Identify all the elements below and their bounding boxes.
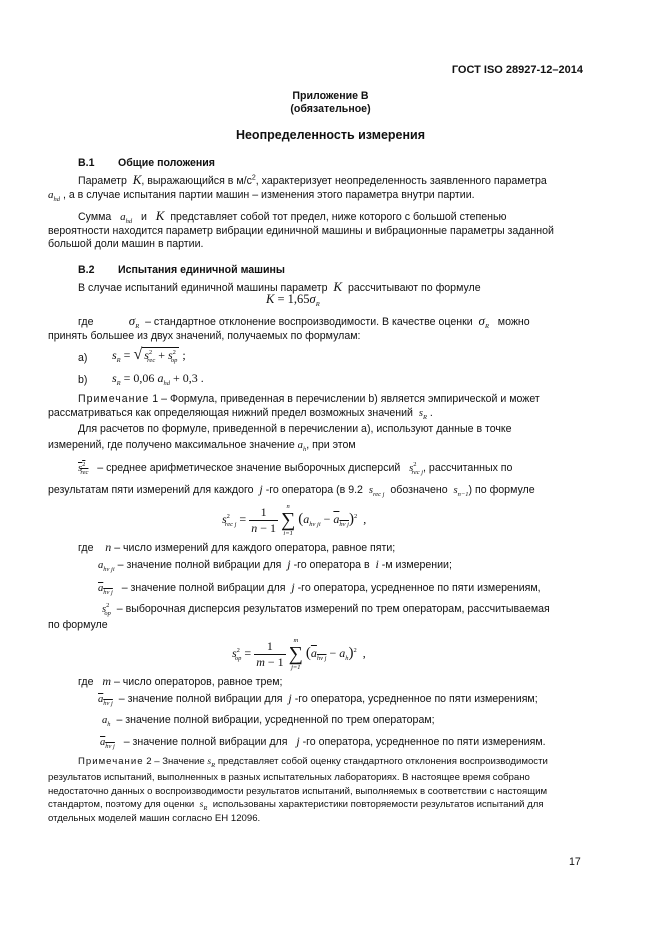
ahvj3-definition: $a_{hv j}$ – значение полной вибрации для j -го оператора, усредненное по пяти измерениям.: [100, 734, 546, 750]
note-2-line-2: результатов испытаний, выполненных в разных испытательных лабораториях. В настоящее время собрано: [48, 772, 530, 783]
sigma-definition-line-1: где $\sigma_R$ – стандартное отклонение воспроизводимости. В качестве оценки $\sigma_R$ можно: [78, 313, 530, 330]
sop-definition-line-1: $s^2_{op}$ – выборочная дисперсия результатов измерений по трем операторам, рассчитываемая: [102, 602, 550, 617]
formula-a: $s_R$ = √ $s^2_{rec} + s^2_{op}$ ;: [112, 346, 186, 364]
formula-sop: $s^2_{op}$ = $\frac{1}{m - 1}$ m ∑ j=1 $(a_{hv j} - a_h)^2$ ,: [232, 637, 366, 671]
b1-paragraph-2-line-2: вероятности находится параметр вибрации единичной машины и вибрационные параметры заданной: [48, 225, 554, 237]
standard-header: ГОСТ ISO 28927-12–2014: [451, 64, 583, 76]
note-2-line-1: Примечание 2 – Значение $s_R$ представляет собой оценку стандартного отклонения воспроизводимости: [78, 756, 548, 769]
sigma-definition-line-2: принять большее из двух значений, получаемых по формулам:: [48, 330, 361, 342]
item-b-label: b): [78, 374, 88, 386]
n-definition: где n – число измерений для каждого оператора, равное пяти;: [78, 540, 396, 554]
m-definition: где m – число операторов, равное трем;: [78, 674, 283, 688]
b1-paragraph-1-line-2: $a_{hd}$ , а в случае испытания партии машин – изменения этого параметра внутри партии.: [48, 189, 475, 203]
main-title: Неопределенность измерения: [235, 128, 426, 142]
formula-b: $s_R = 0,06$ $a_{hd} + 0,3$ .: [112, 371, 204, 387]
note-2-line-3: недостаточно данных о воспроизводимости результатов испытаний, выполняемых в соответствии с настоящим: [48, 786, 548, 797]
ahvj-definition: $a_{hv j}$ – значение полной вибрации для j -го оператора, усредненное по пяти измерениям,: [98, 580, 541, 596]
appendix-title: Приложение В: [292, 90, 369, 102]
b1-paragraph-1-line-1: Параметр K, выражающийся в $м/с^2$, характеризует неопределенность заявленного параметра: [78, 172, 547, 187]
note-2-line-5: отдельных моделей машин согласно ЕН 12096.: [48, 813, 261, 824]
srec-definition-line-1: $s^2_{rec}$ – среднее арифметическое значение выборочных дисперсий $s^2_{rec j}$, рассчитанных по: [78, 461, 513, 476]
sop-definition-line-2: по формуле: [48, 619, 108, 631]
note-2-line-4: стандартом, поэтому для оценки $s_R$ использованы характеристики повторяемости результатов испытаний для: [48, 799, 544, 812]
formula-k: $K = 1,65\sigma_R$: [266, 292, 320, 308]
section-b2-number: В.2: [78, 264, 95, 276]
page-number: 17: [569, 856, 581, 868]
calc-line-2: измерений, где получено максимальное значение $a_h$, при этом: [48, 439, 356, 453]
note-1-line-2: рассматриваться как определяющая нижний предел возможных значений $s_R$ .: [48, 407, 433, 421]
section-b2-heading: Испытания единичной машины: [118, 264, 285, 276]
item-a-label: а): [78, 352, 88, 364]
b1-paragraph-2-line-1: Сумма $a_{hd}$ и K представляет собой тот предел, ниже которого с большой степенью: [78, 208, 507, 225]
ahvj2-definition: $a_{hv j}$ – значение полной вибрации для j -го оператора, усредненное по пяти измерениям;: [98, 691, 538, 707]
section-b1-number: В.1: [78, 157, 95, 169]
formula-srec: $s^2_{rec j}$ = $\frac{1}{n - 1}$ n ∑ i=1 $(a_{hv ji} - a_{hv j})^2$ ,: [222, 503, 367, 537]
ahvji-definition: $a_{hv ji}$ – значение полной вибрации для j -го оператора в i -м измерении;: [98, 557, 452, 573]
calc-line-1: Для расчетов по формуле, приведенной в перечислении а), используют данные в точке: [78, 423, 512, 435]
b2-intro: В случае испытаний единичной машины параметр K рассчитывают по формуле: [78, 279, 481, 294]
note-1-line-1: Примечание 1 – Формула, приведенная в перечислении b) является эмпирической и может: [78, 393, 540, 405]
ah-definition: $a_h$ – значение полной вибрации, усредненной по трем операторам;: [102, 714, 435, 728]
b1-paragraph-2-line-3: большой доли машин в партии.: [48, 238, 204, 250]
section-b1-heading: Общие положения: [118, 157, 215, 169]
appendix-status: (обязательное): [290, 103, 371, 115]
srec-definition-line-2: результатам пяти измерений для каждого j -го оператора (в 9.2 $s_{rec j}$ обозначено $s_{n-1}$) по формуле: [48, 482, 535, 498]
